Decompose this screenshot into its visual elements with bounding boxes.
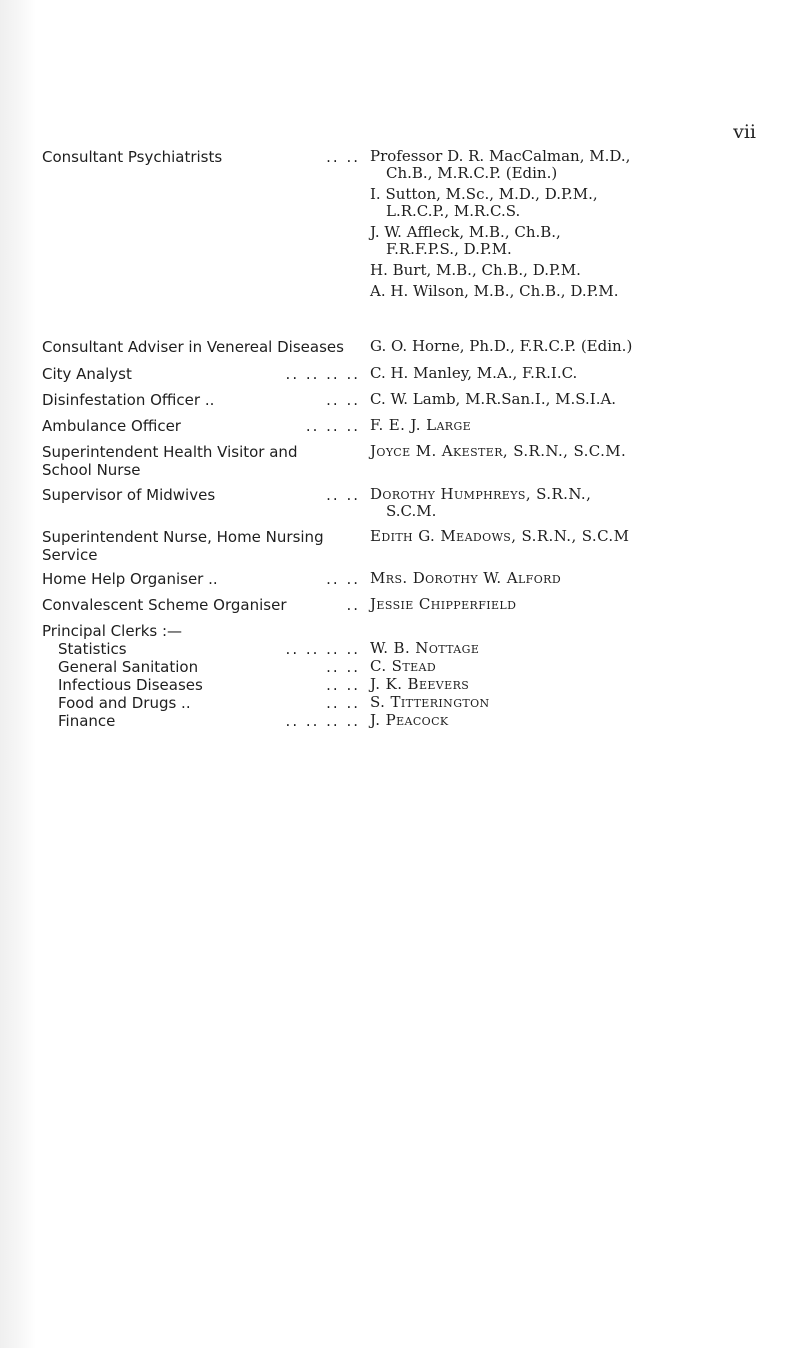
role-label: Principal Clerks :— — [42, 622, 183, 640]
dot-leaders: .. .. .. .. — [285, 640, 360, 658]
dot-leaders: .. — [346, 596, 360, 614]
holder-name: Mrs. Dorothy W. Alford — [370, 569, 562, 587]
holder-list — [370, 570, 772, 591]
page-number: vii — [733, 121, 756, 143]
holder-name: Joyce M. Akester, S.R.N., S.C.M. — [370, 442, 627, 460]
dot-leaders: .. .. — [326, 694, 360, 712]
holder-name: S. Titterington — [370, 693, 490, 711]
role-label: General Sanitation .. .. — [58, 658, 360, 676]
dot-leaders: .. .. — [326, 486, 360, 504]
dot-leaders: .. .. — [326, 676, 360, 694]
role-label: Consultant Psychiatrists .. .. — [42, 148, 360, 166]
holder-name: J. Peacock — [370, 711, 449, 729]
dot-leaders: .. .. — [326, 148, 360, 166]
role-label: Ambulance Officer .. .. .. — [42, 417, 360, 435]
dot-leaders: .. .. — [326, 570, 360, 588]
holder-list — [370, 528, 772, 549]
role-label: Disinfestation Officer .. .. .. — [42, 391, 360, 409]
role-label: Consultant Adviser in Venereal Diseases — [42, 338, 344, 356]
holder-list — [370, 148, 772, 304]
holder-list — [370, 596, 772, 617]
dot-leaders: .. .. .. .. — [285, 365, 360, 383]
role-label: Superintendent Health Visitor and School Nurse — [42, 443, 298, 479]
holder-name: Jessie Chipperfield — [370, 595, 517, 613]
role-label: Infectious Diseases .. .. — [58, 676, 360, 694]
role-label: Statistics .. .. .. .. — [58, 640, 360, 658]
role-label: City Analyst .. .. .. .. — [42, 365, 360, 383]
holder-name: I. Sutton, M.Sc., M.D., D.P.M., L.R.C.P., M.R.C.S. — [370, 185, 598, 220]
holder-name: W. B. Nottage — [370, 639, 480, 657]
holder-list — [370, 712, 772, 733]
dot-leaders: .. .. .. — [305, 417, 360, 435]
holder-name: A. H. Wilson, M.B., Ch.B., D.P.M. — [370, 282, 619, 300]
holder-list — [370, 365, 772, 386]
role-label: Home Help Organiser .. .. .. — [42, 570, 360, 588]
holder-list — [370, 443, 772, 464]
page-edge-shadow — [0, 0, 36, 1348]
role-label: Finance .. .. .. .. — [58, 712, 360, 730]
holder-list — [370, 417, 772, 438]
dot-leaders: .. .. — [326, 391, 360, 409]
role-label: Food and Drugs .. .. .. — [58, 694, 360, 712]
holder-list — [370, 486, 772, 524]
holder-name: C. H. Manley, M.A., F.R.I.C. — [370, 364, 578, 382]
holder-name: H. Burt, M.B., Ch.B., D.P.M. — [370, 261, 581, 279]
role-label: Superintendent Nurse, Home Nursing Service — [42, 528, 324, 564]
holder-list — [370, 391, 772, 412]
holder-name: J. K. Beevers — [370, 675, 470, 693]
holder-name: F. E. J. Large — [370, 416, 472, 434]
holder-name: Dorothy Humphreys, S.R.N., S.C.M. — [370, 485, 592, 520]
holder-name: J. W. Affleck, M.B., Ch.B., F.R.F.P.S., D.P.M. — [370, 223, 561, 258]
holder-name: Professor D. R. MacCalman, M.D., Ch.B., M.R.C.P. (Edin.) — [370, 147, 631, 182]
role-label: Convalescent Scheme Organiser .. — [42, 596, 360, 614]
holder-name: C. W. Lamb, M.R.San.I., M.S.I.A. — [370, 390, 617, 408]
dot-leaders: .. .. — [326, 658, 360, 676]
dot-leaders: .. .. .. .. — [285, 712, 360, 730]
role-label: Supervisor of Midwives .. .. — [42, 486, 360, 504]
holder-name: C. Stead — [370, 657, 437, 675]
holder-list — [370, 338, 772, 359]
holder-name: Edith G. Meadows, S.R.N., S.C.M — [370, 527, 630, 545]
holder-name: G. O. Horne, Ph.D., F.R.C.P. (Edin.) — [370, 337, 633, 355]
